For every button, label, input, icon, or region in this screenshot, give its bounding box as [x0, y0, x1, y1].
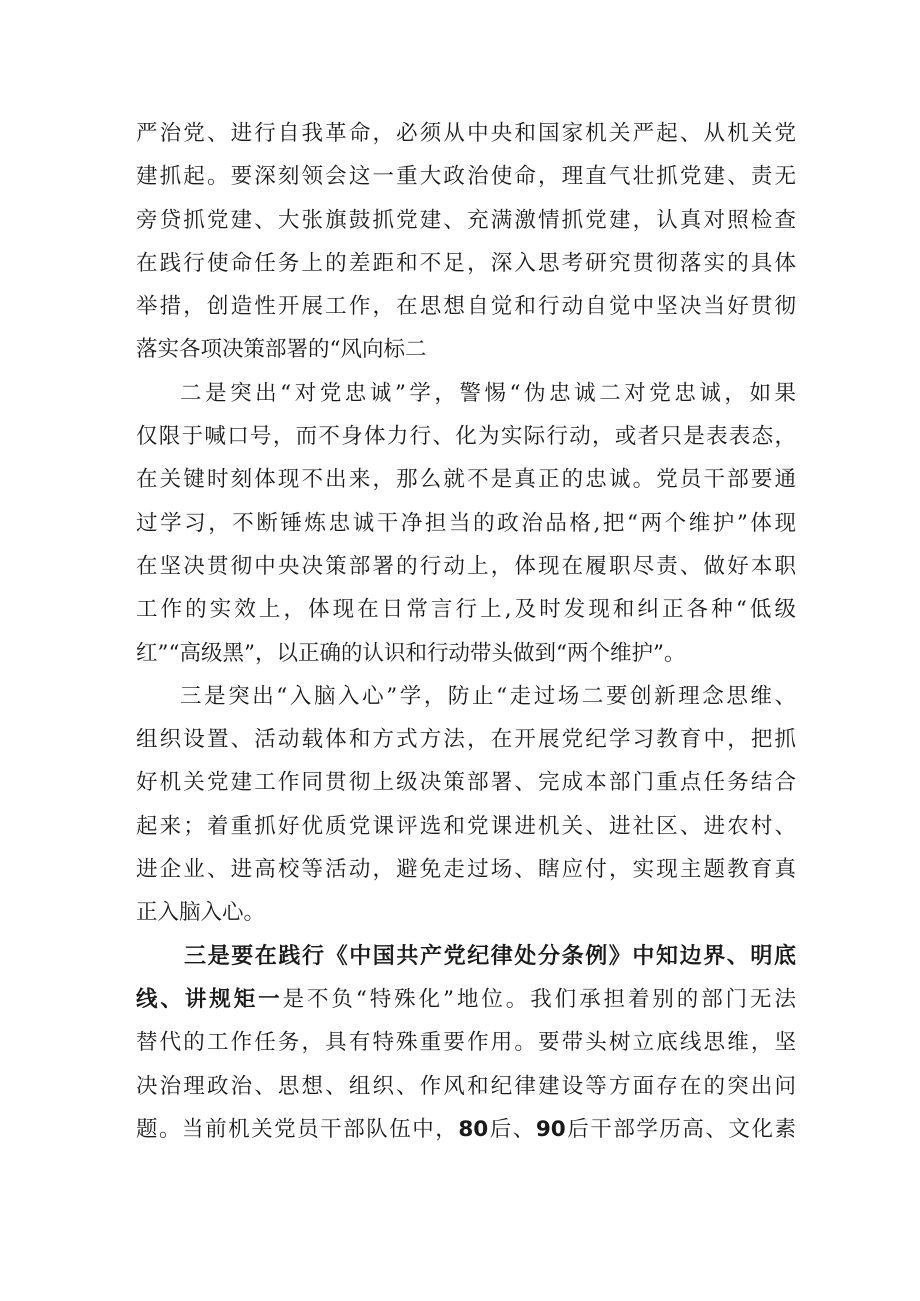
p4-line-5-pre: 题。当前机关党员干部队伍中， — [136, 1116, 459, 1142]
p1-line-2: 建抓起。要深刻领会这一重大政治使命，理直气壮抓党建、责无 — [136, 164, 796, 190]
p3-line-1: 三是突出“入脑入心”学，防止“走过场二要创新理念思维、 — [180, 683, 796, 709]
p3-line-6: 正入脑入心。 — [136, 900, 266, 926]
p1-line-5: 举措，创造性开展工作，在思想自觉和行动自觉中坚决当好贯彻 — [136, 294, 796, 320]
p4-line-5-mid: 后、 — [488, 1116, 536, 1142]
p1-line-3: 旁贷抓党建、大张旗鼓抓党建、充满激情抓党建，认真对照检查 — [136, 207, 796, 233]
p4-line-2 — [136, 978, 796, 1021]
p4-line-2-text: 是不负“特殊化”地位。我们承担着别的部门无法 — [282, 986, 796, 1012]
p4-line-5-post: 后干部学历高、文化素 — [565, 1116, 796, 1142]
p2-line-2: 仅限于喊口号，而不身体力行、化为实际行动，或者只是表表态， — [136, 424, 796, 450]
p1-line-1: 严治党、进行自我革命，必须从中央和国家机关严起、从机关党 — [136, 121, 796, 146]
number-90: 90 — [535, 1116, 566, 1142]
p3-line-2: 组织设置、活动载体和方式方法，在开展党纪学习教育中，把抓 — [136, 727, 796, 753]
p4-line-5 — [136, 1108, 796, 1151]
p2-line-5: 在坚决贯彻中央决策部署的行动上，体现在履职尽责、做好本职 — [136, 553, 796, 579]
document-body — [136, 112, 796, 1151]
p1-line-6: 落实各项决策部署的“风向标二 — [136, 337, 427, 363]
p3-line-4: 起来；着重抓好优质党课评选和党课进机关、进社区、进农村、 — [136, 813, 796, 839]
section-heading-line: 三是要在践行《中国共产党纪律处分条例》中知边界、明底 — [184, 943, 796, 969]
p4-line-3: 替代的工作任务，具有特殊重要作用。要带头树立底线思维，坚 — [136, 1030, 796, 1056]
p4-line-4: 决治理政治、思想、组织、作风和纪律建设等方面存在的突出问 — [136, 1073, 796, 1099]
p2-line-6: 工作的实效上，体现在日常言行上,及时发现和纠正各种“低级 — [136, 597, 796, 623]
p3-line-5: 进企业、进高校等活动，避免走过场、瞎应付，实现主题教育真 — [136, 857, 796, 883]
p2-line-1: 二是突出“对党忠诚”学，警惕“伪忠诚二对党忠诚，如果 — [180, 380, 796, 406]
number-80: 80 — [458, 1116, 489, 1142]
p2-line-3: 在关键时刻体现不出来，那么就不是真正的忠诚。党员干部要通 — [136, 467, 796, 493]
p3-line-3: 好机关党建工作同贯彻上级决策部署、完成本部门重点任务结合 — [136, 770, 796, 796]
p1-line-4: 在践行使命任务上的差距和不足，深入思考研究贯彻落实的具体 — [136, 250, 796, 276]
p2-line-4: 过学习，不断锤炼忠诚干净担当的政治品格,把“两个维护”体现 — [136, 510, 796, 536]
p2-line-7: 红”“高级黑”，以正确的认识和行动带头做到“两个维护”。 — [136, 640, 686, 666]
section-heading-end: 线、讲规矩一 — [136, 986, 283, 1012]
